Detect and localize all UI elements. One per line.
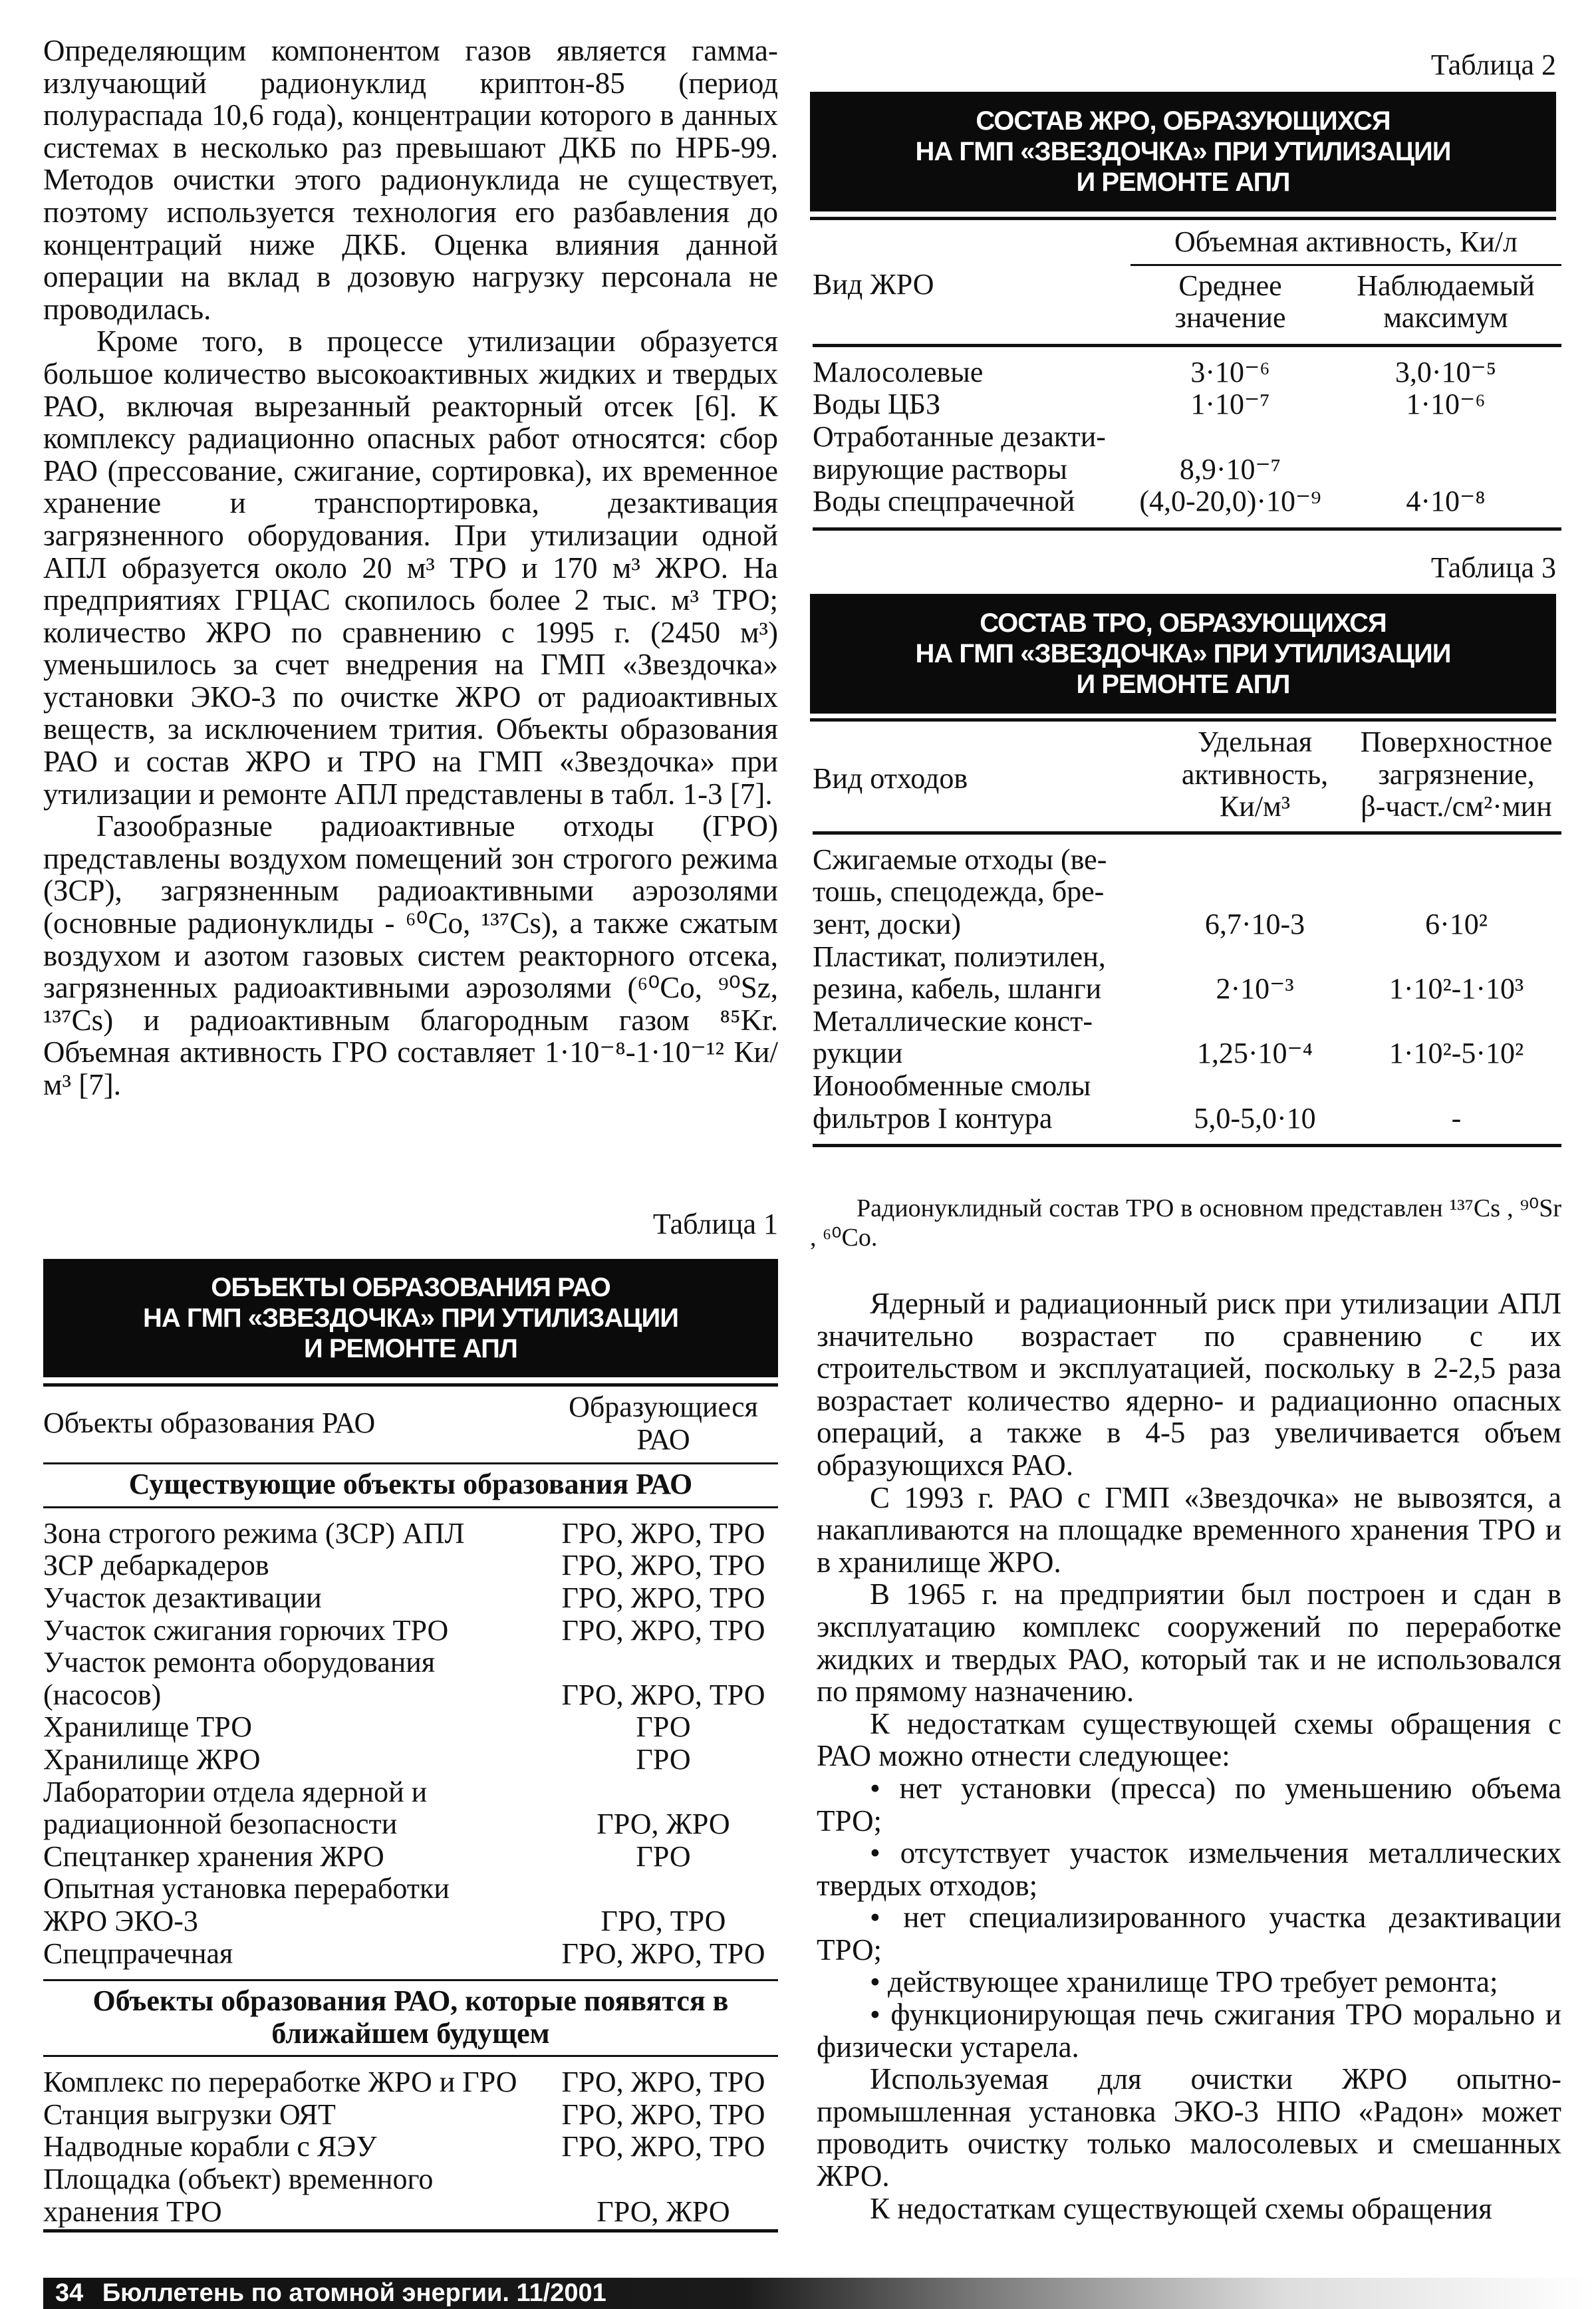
surface-contamination: 1·10²-5·10² bbox=[1389, 1037, 1524, 1070]
rao-types: ГРО, ТРО bbox=[600, 1904, 726, 1937]
paragraph: Ядерный и радиационный риск при утилизации АПЛ значительно возрастает по сравнению с их строительством и эксплуатацией, поскольку в 2-2,5 раза возрастает количество ядерно- и радиационно опасных операций, а также в 4-5 раз увеличивается объем образующихся РАО. bbox=[817, 1287, 1561, 1482]
waste-type: Пластикат, полиэтилен, резина, кабель, шланги bbox=[813, 940, 1106, 1006]
table3 bbox=[813, 726, 1561, 1147]
table-row bbox=[43, 1744, 778, 1776]
column-header-object: Объекты образования РАО bbox=[43, 1407, 376, 1440]
rao-types: ГРО, ЖРО bbox=[597, 1808, 730, 1841]
title-line: НА ГМП «ЗВЕЗДОЧКА» ПРИ УТИЛИЗАЦИИ bbox=[143, 1303, 678, 1333]
object-name: Лаборатории отдела ядерной и радиационной безопасности bbox=[43, 1775, 428, 1841]
journal-title: Бюллетень по атомной энергии. 11/2001 bbox=[102, 2279, 606, 2307]
column-header-mean: Среднее значение bbox=[1174, 269, 1286, 335]
table-row bbox=[43, 2056, 778, 2099]
table3-note: Радионуклидный состав ТРО в основном представлен ¹³⁷Cs , ⁹⁰Sr , ⁶⁰Co. bbox=[810, 1194, 1561, 1252]
object-name: Опытная установка переработки ЖРО ЭКО-3 bbox=[43, 1872, 450, 1937]
mean-value: 8,9·10⁻⁷ bbox=[1179, 452, 1281, 485]
table2-title bbox=[810, 92, 1556, 211]
table-row bbox=[43, 1776, 778, 1841]
specific-activity: 6,7·10-3 bbox=[1204, 907, 1305, 940]
table-row bbox=[43, 1873, 778, 1937]
waste-type: Металлические конст- рукции bbox=[813, 1004, 1093, 1070]
object-name: Комплекс по переработке ЖРО и ГРО bbox=[43, 2066, 517, 2099]
section-heading-row bbox=[43, 1980, 778, 2056]
column-group-header: Объемная активность, Ки/л bbox=[1130, 226, 1561, 265]
page-number: 34 bbox=[55, 2279, 84, 2307]
table1-bottom-rule bbox=[43, 2229, 778, 2233]
rao-types: ГРО, ЖРО, ТРО bbox=[561, 2130, 765, 2163]
rao-types: ГРО bbox=[636, 1710, 691, 1744]
rao-types: ГРО, ЖРО, ТРО bbox=[561, 1516, 765, 1550]
mean-value: 3·10⁻⁶ bbox=[1190, 355, 1270, 388]
mean-value: 1·10⁻⁷ bbox=[1190, 388, 1270, 421]
waste-type: Воды спецпрачечной bbox=[813, 485, 1075, 518]
rao-types: ГРО bbox=[636, 1839, 691, 1873]
column-header-rao: Образующиеся РАО bbox=[569, 1391, 758, 1456]
table-row bbox=[813, 1070, 1561, 1146]
column-header-type: Вид ЖРО bbox=[813, 268, 934, 301]
table2 bbox=[813, 226, 1561, 531]
table2-label: Таблица 2 bbox=[1430, 49, 1556, 81]
table-row bbox=[813, 1006, 1561, 1070]
title-line: СОСТАВ ЖРО, ОБРАЗУЮЩИХСЯ bbox=[976, 106, 1391, 136]
rao-types: ГРО, ЖРО, ТРО bbox=[561, 1549, 765, 1582]
table1-top-rule bbox=[43, 1383, 778, 1387]
object-name: Хранилище ТРО bbox=[43, 1710, 252, 1744]
title-line: НА ГМП «ЗВЕЗДОЧКА» ПРИ УТИЛИЗАЦИИ bbox=[915, 639, 1451, 668]
right-column-text bbox=[817, 1288, 1561, 2225]
title-line: ОБЪЕКТЫ ОБРАЗОВАНИЯ РАО bbox=[211, 1273, 610, 1302]
max-value: 1·10⁻⁶ bbox=[1406, 388, 1486, 421]
table-row bbox=[43, 1711, 778, 1744]
surface-contamination: 6·10² bbox=[1425, 907, 1488, 940]
rao-types: ГРО, ЖРО, ТРО bbox=[561, 1678, 765, 1711]
surface-contamination: 1·10²-1·10³ bbox=[1389, 972, 1524, 1006]
section-heading-row bbox=[43, 1464, 778, 1508]
specific-activity: 1,25·10⁻⁴ bbox=[1196, 1037, 1313, 1070]
column-header-type: Вид отходов bbox=[813, 761, 968, 795]
paragraph: В 1965 г. на предприятии был построен и сдан в эксплуатацию комплекс сооружений по переработке жидких и твердых РАО, который так и не использовался по прямому назначению. bbox=[817, 1577, 1561, 1708]
object-name: Спецтанкер хранения ЖРО bbox=[43, 1839, 384, 1873]
table-row bbox=[43, 1507, 778, 1550]
table3-top-rule bbox=[810, 718, 1556, 722]
left-column-text bbox=[43, 35, 778, 1101]
rao-types: ГРО, ЖРО, ТРО bbox=[561, 1613, 765, 1647]
table-row bbox=[813, 345, 1561, 388]
table-row bbox=[43, 1615, 778, 1647]
object-name: Надводные корабли с ЯЭУ bbox=[43, 2130, 377, 2163]
paragraph: Определяющим компонентом газов является гамма-излучающий радионуклид криптон-85 (период полураспада 10,6 года), концентрации которого в данных системах в несколько раз превышают ДКБ по НРБ-99. Методов очистки этого радионуклида не существует, поэтому используется технология его разбавления до концентраций ниже ДКБ. Оценка влияния данной операции на вклад в дозовую нагрузку персонала не проводилась. bbox=[43, 34, 778, 326]
bullet-item: • действующее хранилище ТРО требует ремонта; bbox=[870, 1965, 1498, 1999]
title-line: И РЕМОНТЕ АПЛ bbox=[1076, 670, 1290, 699]
table-row bbox=[43, 2163, 778, 2237]
waste-type: Отработанные дезакти- вирующие растворы bbox=[813, 420, 1106, 485]
section-heading: Существующие объекты образования РАО bbox=[128, 1468, 693, 1501]
object-name: ЗСР дебаркадеров bbox=[43, 1549, 269, 1582]
object-name: Спецпрачечная bbox=[43, 1937, 233, 1970]
waste-type: Малосолевые bbox=[813, 355, 984, 388]
waste-type: Ионообменные смолы фильтров I контура bbox=[813, 1069, 1091, 1135]
max-value: 3,0·10⁻⁵ bbox=[1395, 355, 1497, 388]
title-line: НА ГМП «ЗВЕЗДОЧКА» ПРИ УТИЛИЗАЦИИ bbox=[915, 137, 1451, 166]
specific-activity: 2·10⁻³ bbox=[1216, 972, 1294, 1006]
specific-activity: 5,0-5,0·10 bbox=[1194, 1101, 1316, 1135]
column-header-contamination: Поверхностное загрязнение, β-част./см²·мин bbox=[1360, 726, 1553, 823]
paragraph: К недостаткам существующей схемы обращения с РАО можно отнести следующее: bbox=[817, 1706, 1561, 1773]
paragraph: К недостаткам существующей схемы обращения bbox=[870, 2191, 1492, 2225]
rao-types: ГРО, ЖРО, ТРО bbox=[561, 1937, 765, 1970]
title-line: СОСТАВ ТРО, ОБРАЗУЮЩИХСЯ bbox=[980, 609, 1387, 638]
header-row bbox=[43, 1389, 778, 1464]
title-line: И РЕМОНТЕ АПЛ bbox=[304, 1334, 517, 1363]
mean-value: (4,0-20,0)·10⁻⁹ bbox=[1139, 485, 1321, 518]
paragraph: Используемая для очистки ЖРО опытно-промышленная установка ЭКО-3 НПО «Радон» может проводить очистку только малосолевых и смешанных ЖРО. bbox=[817, 2062, 1561, 2193]
paragraph: Кроме того, в процессе утилизации образуется большое количество высокоактивных жидких и твердых РАО, включая вырезанный реакторный отсек [6]. К комплексу радиационно опасных работ относятся: сбор РАО (прессование, сжигание, сортировка), их временное хранение и транспортировка, дезактивация загрязненного оборудования. При утилизации одной АПЛ образуется около 20 м³ ТРО и 170 м³ ЖРО. На предприятиях ГРЦАС скопилось более 2 тыс. м³ ТРО; количество ЖРО по сравнению с 1995 г. (2450 м³) уменьшилось за счет внедрения на ГМП «Звездочка» установки ЭКО-3 по очистке ЖРО от радиоактивных веществ, за исключением трития. Объекты образования РАО и состав ЖРО и ТРО на ГМП «Звездочка» при утилизации и ремонте АПЛ представлены в табл. 1-3 [7]. bbox=[43, 325, 778, 811]
table-row bbox=[813, 941, 1561, 1006]
max-value bbox=[1330, 421, 1561, 485]
table1-label: Таблица 1 bbox=[652, 1208, 778, 1240]
table-row bbox=[43, 1938, 778, 1980]
waste-type: Сжигаемые отходы (ве- тошь, спецодежда, бре- зент, доски) bbox=[813, 843, 1107, 940]
table-row bbox=[43, 1550, 778, 1582]
bullet-item: • функционирующая печь сжигания ТРО морально и физически устарела. bbox=[817, 1998, 1561, 2064]
section-heading: Объекты образования РАО, которые появятся в ближайшем будущем bbox=[92, 1984, 729, 2050]
bullet-item: • отсутствует участок измельчения металлических твердых отходов; bbox=[817, 1836, 1561, 1902]
table1 bbox=[43, 1389, 778, 2237]
column-header-activity: Удельная активность, Ки/м³ bbox=[1181, 726, 1329, 823]
object-name: Участок сжигания горючих ТРО bbox=[43, 1613, 449, 1647]
table-row bbox=[43, 2131, 778, 2163]
bullet-item: • нет специализированного участка дезактивации ТРО; bbox=[817, 1901, 1561, 1967]
table1-title bbox=[43, 1259, 778, 1377]
page-footer bbox=[43, 2278, 1596, 2309]
column-header-max: Наблюдаемый максимум bbox=[1357, 269, 1535, 335]
rao-types: ГРО, ЖРО, ТРО bbox=[561, 1581, 765, 1614]
waste-type: Воды ЦБЗ bbox=[813, 388, 941, 421]
title-line: И РЕМОНТЕ АПЛ bbox=[1076, 168, 1290, 197]
table-row bbox=[43, 1841, 778, 1873]
table-row bbox=[813, 388, 1561, 421]
object-name: Зона строгого режима (ЗСР) АПЛ bbox=[43, 1516, 465, 1550]
paragraph: Газообразные радиоактивные отходы (ГРО) представлены воздухом помещений зон строгого режима (ЗСР), загрязненным радиоактивными аэрозолями (основные радионуклиды - ⁶⁰Co, ¹³⁷Cs), а также сжатым воздухом и азотом газовых систем реакторного отсека, загрязненных радиоактивными аэрозолями (⁶⁰Co, ⁹⁰Sz, ¹³⁷Cs) и радиоактивным благородным газом ⁸⁵Kr. Объемная активность ГРО составляет 1·10⁻⁸-1·10⁻¹² Ки/м³ [7]. bbox=[43, 809, 778, 1101]
table3-title bbox=[810, 594, 1556, 714]
table-row bbox=[43, 2099, 778, 2131]
object-name: Участок ремонта оборудования (насосов) bbox=[43, 1646, 436, 1711]
object-name: Станция выгрузки ОЯТ bbox=[43, 2098, 336, 2131]
object-name: Участок дезактивации bbox=[43, 1581, 322, 1614]
table3-label: Таблица 3 bbox=[1430, 551, 1556, 584]
table2-top-rule bbox=[810, 217, 1556, 220]
bullet-item: • нет установки (пресса) по уменьшению объема ТРО; bbox=[817, 1771, 1561, 1837]
table-row bbox=[43, 1582, 778, 1615]
table-row bbox=[813, 421, 1561, 485]
rao-types: ГРО, ЖРО, ТРО bbox=[561, 2098, 765, 2131]
max-value: 4·10⁻⁸ bbox=[1406, 485, 1486, 518]
surface-contamination: - bbox=[1451, 1101, 1462, 1135]
object-name: Хранилище ЖРО bbox=[43, 1742, 261, 1776]
rao-types: ГРО bbox=[636, 1742, 691, 1776]
table-row bbox=[813, 485, 1561, 529]
object-name: Площадка (объект) временного хранения ТРО bbox=[43, 2163, 434, 2228]
rao-types: ГРО, ЖРО, ТРО bbox=[561, 2066, 765, 2099]
table-row bbox=[813, 833, 1561, 940]
paragraph: С 1993 г. РАО с ГМП «Звездочка» не вывозятся, а накапливаются на площадке временного хранения ТРО и в хранилище ЖРО. bbox=[817, 1480, 1561, 1579]
rao-types: ГРО, ЖРО bbox=[597, 2195, 730, 2228]
table-row bbox=[43, 1647, 778, 1711]
